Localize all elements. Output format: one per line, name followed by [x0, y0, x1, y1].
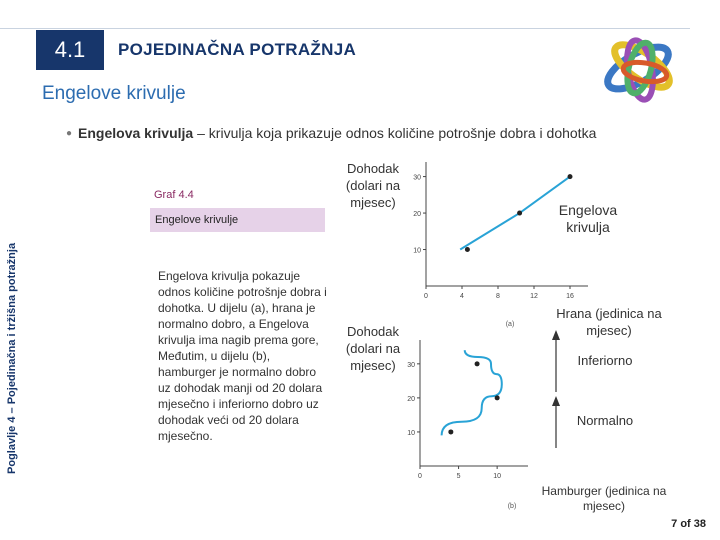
section-title: POJEDINAČNA POTRAŽNJA [118, 40, 357, 59]
y-tick-label-a: 30 [413, 174, 421, 182]
data-point-a [517, 211, 522, 216]
x-tick-label-b: 10 [493, 473, 502, 480]
x-tick-label-a: 12 [530, 293, 538, 300]
x-tick-label-a: 4 [460, 293, 464, 300]
y-axis-label-b: Dohodak (dolari na mjesec) [345, 324, 401, 373]
normal-label: Normalno [576, 413, 634, 428]
chapter-sidebar: Poglavlje 4 – Pojedinačna i tržišna potražnja [6, 242, 18, 474]
figure-caption: Engelova krivulja pokazuje odnos količine potrošnje dobra i dohotka. U dijelu (a), hrana je normalno dobro, a Engelova krivulja ima nagib prema gore, Međutim, u dijelu (b), hamburger je normalno dobro uz dohodak manji od 20 dolara mjesečno i inferiorno dobro uz dohodak veći od 20 dolara mjesečno. [158, 269, 327, 443]
x-tick-label-a: 16 [566, 293, 574, 300]
panel-label-b: (b) [507, 503, 517, 510]
x-tick-label-b: 0 [418, 473, 422, 480]
slide-subtitle: Engelove krivulje [42, 83, 186, 104]
figure-title: Engelove krivulje [150, 208, 325, 232]
definition-term: Engelova krivulja [78, 125, 194, 141]
x-axis-label-a: Hrana (jedinica na mjesec) [556, 306, 662, 338]
y-axis-label-a: Dohodak (dolari na mjesec) [345, 161, 401, 210]
data-point-b [475, 361, 480, 366]
data-point-a [568, 174, 573, 179]
x-tick-label-a: 0 [424, 293, 428, 300]
y-tick-label-b: 30 [407, 361, 415, 369]
data-point-b [495, 395, 500, 400]
engel-curve-label: Engelova krivulja [558, 202, 618, 235]
data-point-b [448, 429, 453, 434]
y-tick-label-b: 10 [407, 429, 415, 437]
section-number: 4.1 [36, 30, 104, 70]
x-axis-label-b: Hamburger (jedinica na mjesec) [541, 484, 667, 513]
chart-a [413, 162, 588, 328]
y-tick-label-b: 20 [407, 395, 415, 403]
figure-label: Graf 4.4 [154, 189, 194, 201]
curve-arrows [552, 330, 560, 448]
definition-dash: – [193, 125, 209, 141]
panel-label-a: (a) [505, 321, 515, 328]
engel-curve-b [442, 350, 502, 435]
bullet-dot-icon: ● [66, 128, 73, 139]
inferior-label: Inferiorno [577, 353, 633, 368]
y-tick-label-a: 10 [413, 247, 421, 255]
y-tick-label-a: 20 [413, 211, 421, 219]
data-point-a [465, 247, 470, 252]
engel-curve-a [460, 177, 570, 250]
page-number: 7 of 38 [671, 518, 706, 530]
definition-text: krivulja koja prikazuje odnos količine potrošnje dobra i dohotka [208, 125, 597, 141]
x-tick-label-b: 5 [456, 473, 461, 480]
chart-b [407, 340, 528, 510]
x-tick-label-a: 8 [496, 293, 500, 300]
